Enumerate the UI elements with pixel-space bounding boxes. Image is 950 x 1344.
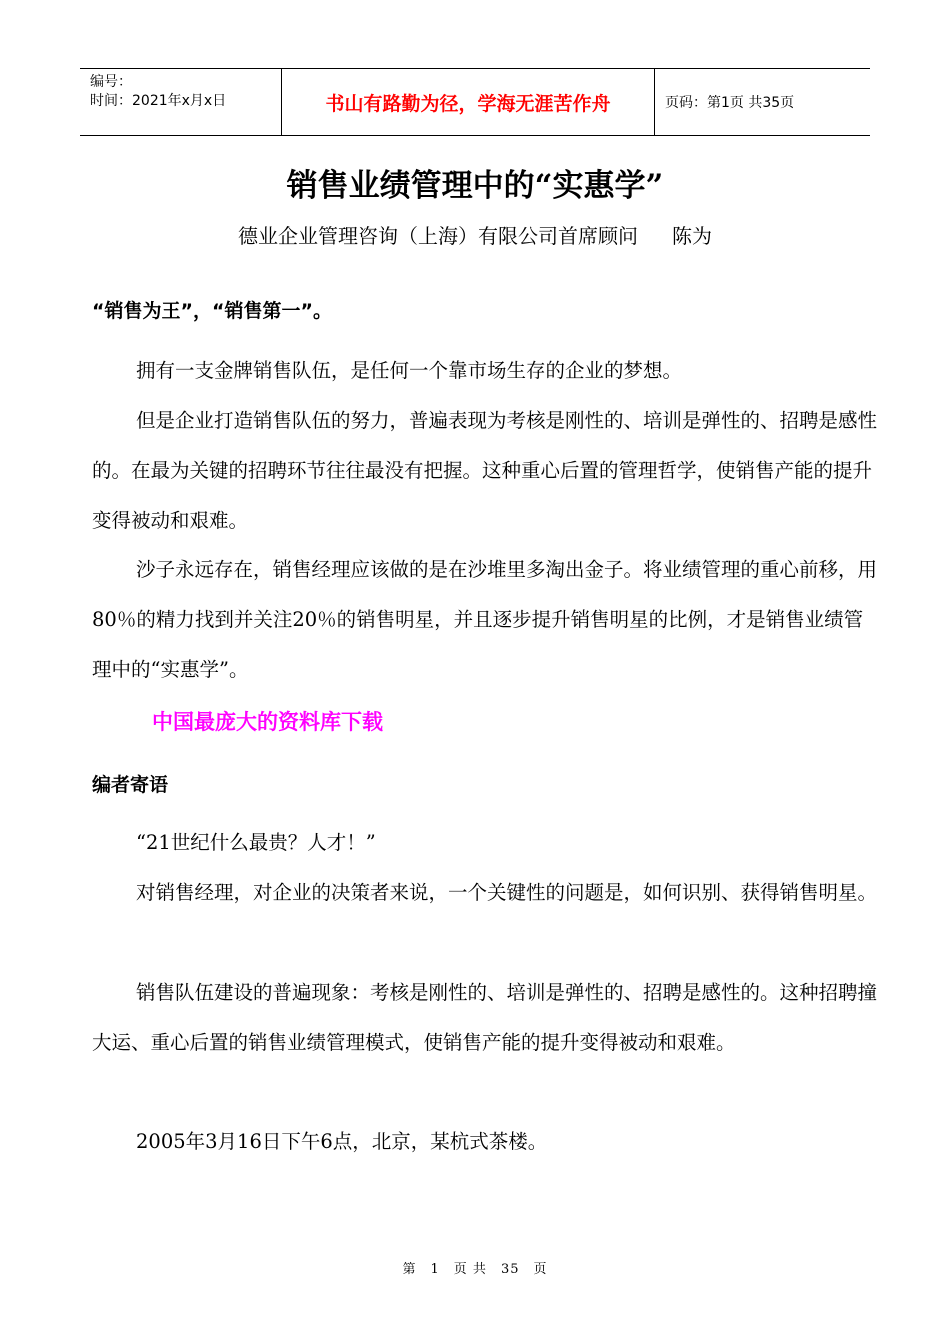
- section2-paragraph-2: [92, 868, 882, 918]
- header-page-info: 页码：第1页 共35页: [665, 95, 795, 111]
- footer-prefix: 第: [402, 1262, 417, 1277]
- footer-mid: 页 共: [453, 1262, 487, 1277]
- section1-p1-text: 拥有一支金牌销售队伍，是任何一个靠市场生存的企业的梦想。: [136, 359, 683, 382]
- section2-p1-text: “21世纪什么最贵？人才！”: [136, 831, 376, 854]
- time-label: 时间：2021年x月x日: [90, 93, 227, 109]
- section2-paragraph-3: [92, 968, 882, 1068]
- section2-paragraph-1: [92, 818, 882, 868]
- header-meta: [80, 69, 281, 135]
- header-table: [80, 68, 870, 136]
- section1-paragraph-2: [92, 396, 882, 546]
- subtitle-org: 德业企业管理咨询（上海）有限公司首席顾问: [238, 224, 638, 248]
- footer-suffix: 页: [533, 1262, 548, 1277]
- footer-page-total: 35: [500, 1262, 520, 1277]
- section1-p2-text: 但是企业打造销售队伍的努力，普遍表现为考核是刚性的、培训是弹性的、招聘是感性的。在最为关键的招聘环节往往最没有把握。这种重心后置的管理哲学，使销售产能的提升变得被动和艰难。: [92, 409, 878, 532]
- section2-p3-text: 销售队伍建设的普遍现象：考核是刚性的、培训是弹性的、招聘是感性的。这种招聘撞大运、重心后置的销售业绩管理模式，使销售产能的提升变得被动和艰难。: [92, 981, 878, 1054]
- section2-heading: 编者寄语: [92, 774, 169, 796]
- footer-page-number: 1: [430, 1262, 440, 1277]
- document-title: 销售业绩管理中的“实惠学”: [286, 168, 664, 204]
- download-link[interactable]: 中国最庞大的资料库下载: [152, 710, 383, 734]
- header-motto: 书山有路勤为径，学海无涯苦作舟: [281, 69, 655, 135]
- page-footer: [0, 1258, 950, 1277]
- section2-p2-text: 对销售经理，对企业的决策者来说，一个关键性的问题是，如何识别、获得销售明星。: [136, 881, 878, 904]
- section1-heading: “销售为王”，“销售第一”。: [92, 300, 332, 322]
- subtitle-author: 陈为: [672, 224, 712, 248]
- section2-paragraph-4: [92, 1117, 882, 1167]
- document-subtitle: [0, 220, 950, 249]
- section1-paragraph-1: [92, 346, 882, 396]
- section2-p4-text: 2005年3月16日下午6点，北京，某杭式茶楼。: [136, 1130, 548, 1153]
- serial-label: 编号：: [90, 74, 132, 90]
- section1-paragraph-3: [92, 545, 882, 695]
- section1-p3-text: 沙子永远存在，销售经理应该做的是在沙堆里多淘出金子。将业绩管理的重心前移，用80％的精力找到并关注20％的销售明星，并且逐步提升销售明星的比例，才是销售业绩管理中的“实惠学”。: [92, 558, 878, 681]
